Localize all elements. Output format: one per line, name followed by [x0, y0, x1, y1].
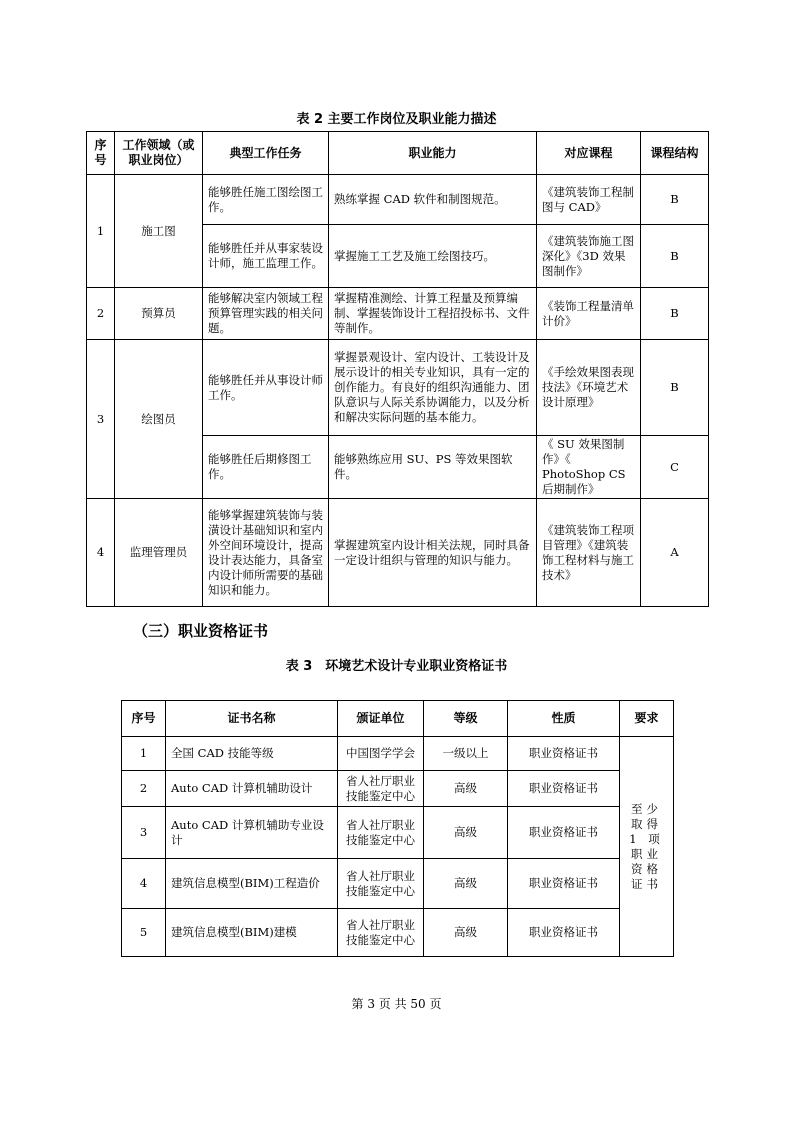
row-name: 建筑信息模型(BIM)建模 [166, 909, 338, 957]
table2-caption: 表 2 主要工作岗位及职业能力描述 [296, 112, 497, 127]
row-ability: 掌握建筑室内设计相关法规，同时具备一定设计组织与管理的知识与能力。 [329, 499, 537, 607]
row-org: 省人社厅职业技能鉴定中心 [338, 859, 424, 909]
row-org: 省人社厅职业技能鉴定中心 [338, 909, 424, 957]
header-org: 颁证单位 [338, 701, 424, 737]
row-course: 《建筑装饰工程项目管理》《建筑装饰工程材料与施工技术》 [537, 499, 641, 607]
row-level: 高级 [424, 859, 508, 909]
job-ability-table [86, 131, 709, 607]
row-course: 《建筑装饰施工图深化》《3D 效果图制作》 [537, 225, 641, 288]
row-level: 一级以上 [424, 737, 508, 771]
row-structure: B [641, 340, 709, 436]
header-nature: 性质 [508, 701, 620, 737]
row-no: 4 [122, 859, 166, 909]
row-name: Auto CAD 计算机辅助设计 [166, 771, 338, 807]
table-row [122, 807, 674, 859]
row-org: 中国图学学会 [338, 737, 424, 771]
row-ability: 能够熟练应用 SU、PS 等效果图软件。 [329, 436, 537, 499]
row-no: 2 [122, 771, 166, 807]
row-name: Auto CAD 计算机辅助专业设计 [166, 807, 338, 859]
page-footer: 第 3 页 共 50 页 [351, 997, 442, 1011]
row-structure: B [641, 175, 709, 225]
row-course: 《手绘效果图表现技法》《环境艺术设计原理》 [537, 340, 641, 436]
row-task: 能够胜任施工图绘图工作。 [203, 175, 329, 225]
row-field: 监理管理员 [115, 499, 203, 607]
row-no: 3 [122, 807, 166, 859]
row-no: 4 [87, 499, 115, 607]
table-row [122, 771, 674, 807]
row-nature: 职业资格证书 [508, 909, 620, 957]
header-requirement: 要求 [620, 701, 674, 737]
table-header-row [87, 132, 709, 175]
row-nature: 职业资格证书 [508, 737, 620, 771]
row-field: 预算员 [115, 288, 203, 340]
header-structure: 课程结构 [641, 132, 709, 175]
row-structure: B [641, 288, 709, 340]
row-nature: 职业资格证书 [508, 771, 620, 807]
row-name: 全国 CAD 技能等级 [166, 737, 338, 771]
row-task: 能够掌握建筑装饰与装潢设计基础知识和室内外空间环境设计，提高设计表达能力，具备室内设计师所需要的基础知识和能力。 [203, 499, 329, 607]
row-structure: C [641, 436, 709, 499]
row-ability: 掌握景观设计、室内设计、工装设计及展示设计的相关专业知识，具有一定的创作能力。有良好的组织沟通能力、团队意识与人际关系协调能力，以及分析和解决实际问题的基本能力。 [329, 340, 537, 436]
header-no: 序号 [87, 132, 115, 175]
row-no: 1 [87, 175, 115, 288]
table-row [87, 288, 709, 340]
row-ability: 熟练掌握 CAD 软件和制图规范。 [329, 175, 537, 225]
row-org: 省人社厅职业技能鉴定中心 [338, 807, 424, 859]
row-field: 施工图 [115, 175, 203, 288]
row-ability: 掌握施工工艺及施工绘图技巧。 [329, 225, 537, 288]
header-no: 序号 [122, 701, 166, 737]
header-field: 工作领域（或职业岗位） [115, 132, 203, 175]
row-no: 5 [122, 909, 166, 957]
row-course: 《装饰工程量清单计价》 [537, 288, 641, 340]
row-level: 高级 [424, 807, 508, 859]
section-title: （三）职业资格证书 [133, 622, 269, 640]
row-org: 省人社厅职业技能鉴定中心 [338, 771, 424, 807]
row-no: 2 [87, 288, 115, 340]
table-row [122, 859, 674, 909]
row-nature: 职业资格证书 [508, 807, 620, 859]
row-field: 绘图员 [115, 340, 203, 499]
table-header-row [122, 701, 674, 737]
row-task: 能够胜任并从事设计师工作。 [203, 340, 329, 436]
row-name: 建筑信息模型(BIM)工程造价 [166, 859, 338, 909]
row-structure: B [641, 225, 709, 288]
row-no: 3 [87, 340, 115, 499]
row-structure: A [641, 499, 709, 607]
row-ability: 掌握精准测绘、计算工程量及预算编制、掌握装饰设计工程招投标书、文件等制作。 [329, 288, 537, 340]
row-course: 《 SU 效果图制作》《 PhotoShop CS 后期制作》 [537, 436, 641, 499]
requirement-cell: 至少取得 1 项职业资格证书 [620, 737, 674, 957]
header-name: 证书名称 [166, 701, 338, 737]
table-row [122, 737, 674, 771]
table3-caption: 表 3 环境艺术设计专业职业资格证书 [285, 659, 508, 674]
row-level: 高级 [424, 771, 508, 807]
row-task: 能够解决室内领域工程预算管理实践的相关问题。 [203, 288, 329, 340]
certificate-table [121, 700, 674, 957]
header-ability: 职业能力 [329, 132, 537, 175]
row-no: 1 [122, 737, 166, 771]
row-course: 《建筑装饰工程制图与 CAD》 [537, 175, 641, 225]
header-course: 对应课程 [537, 132, 641, 175]
table-row [87, 340, 709, 436]
row-level: 高级 [424, 909, 508, 957]
header-task: 典型工作任务 [203, 132, 329, 175]
header-level: 等级 [424, 701, 508, 737]
row-nature: 职业资格证书 [508, 859, 620, 909]
row-task: 能够胜任并从事家装设计师，施工监理工作。 [203, 225, 329, 288]
table-row [122, 909, 674, 957]
row-task: 能够胜任后期修图工作。 [203, 436, 329, 499]
table-row [87, 499, 709, 607]
table-row [87, 175, 709, 225]
